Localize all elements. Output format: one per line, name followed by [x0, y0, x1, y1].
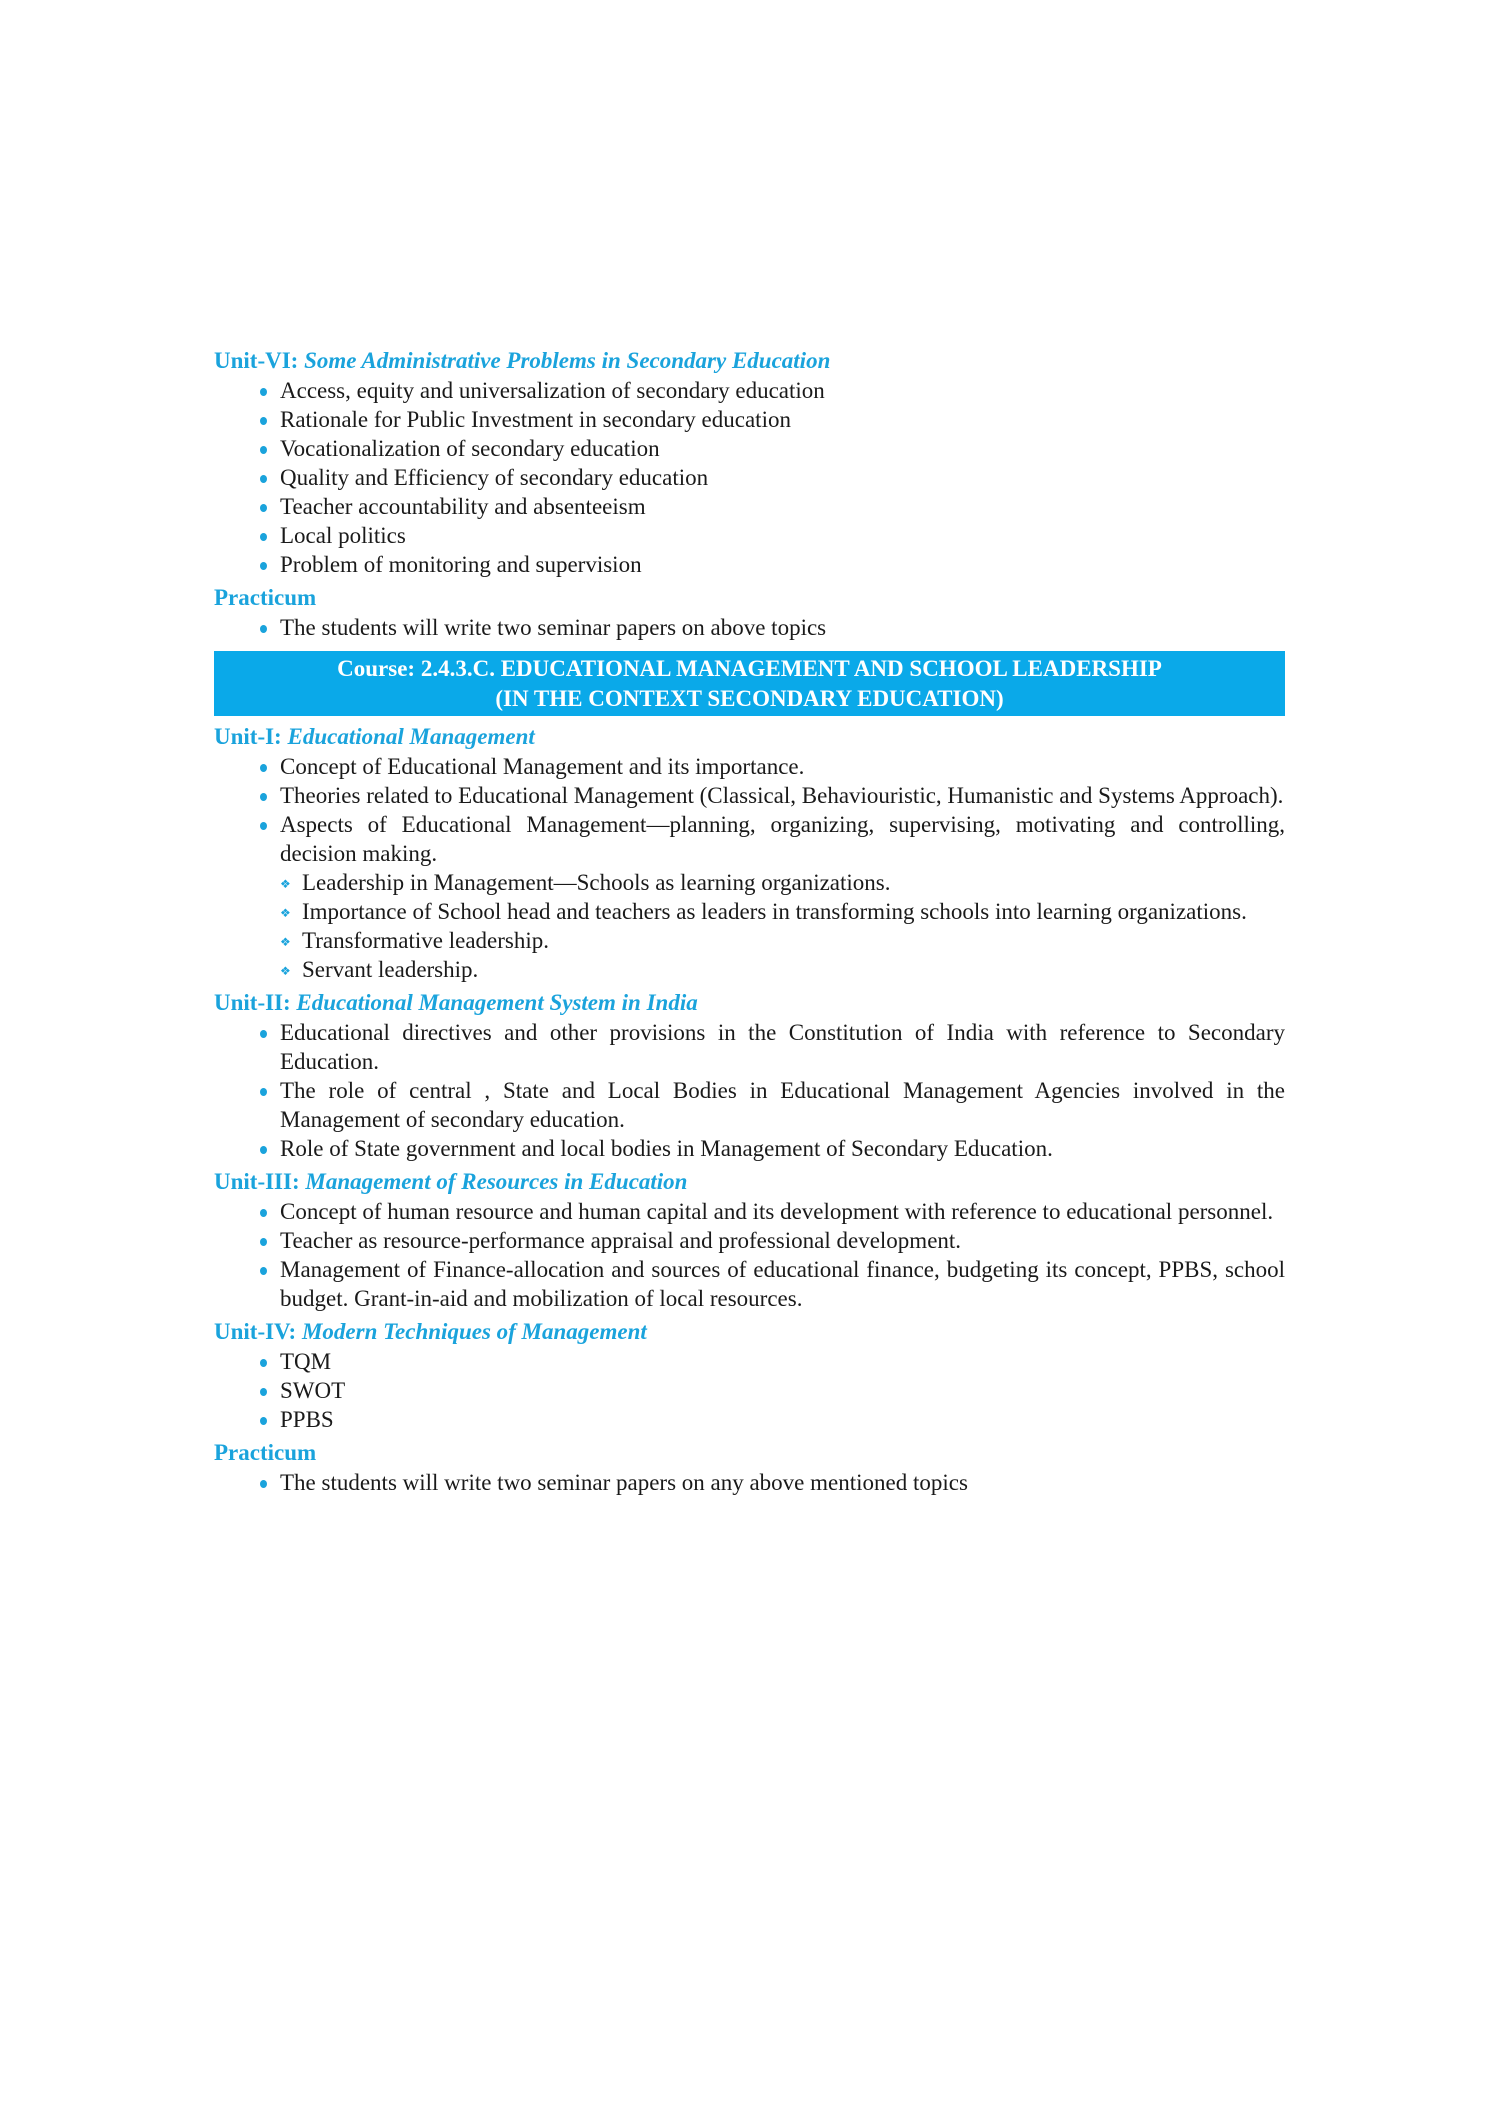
list-item: Theories related to Educational Management (Classical, Behaviouristic, Humanistic and Systems Approach).: [258, 781, 1285, 810]
sub-list-item: ❖ Importance of School head and teachers as leaders in transforming schools into learning organizations.: [280, 899, 1247, 924]
bullet-icon: [260, 417, 267, 425]
list-item: Teacher as resource-performance appraisal and professional development.: [258, 1226, 1285, 1255]
bullet-icon: [260, 1030, 267, 1038]
list-item: Teacher accountability and absenteeism: [258, 492, 1285, 521]
bullet-icon: [260, 625, 267, 633]
list-item: Quality and Efficiency of secondary education: [258, 463, 1285, 492]
bullet-icon: [260, 1417, 267, 1425]
course-title-line-1: Course: 2.4.3.C. EDUCATIONAL MANAGEMENT AND SCHOOL LEADERSHIP: [337, 656, 1162, 681]
diamond-bullet-icon: ❖: [280, 935, 291, 949]
list-item: Aspects of Educational Management—planning, organizing, supervising, motivating and controlling, decision making.: [258, 810, 1285, 868]
unit-ii-list: [214, 1018, 1285, 1163]
list-item: The role of central , State and Local Bodies in Educational Management Agencies involved in the Management of secondary education.: [258, 1076, 1285, 1134]
practicum-list: [214, 1468, 1285, 1497]
course-title-line-2: (IN THE CONTEXT SECONDARY EDUCATION): [495, 686, 1004, 711]
list-item: Educational directives and other provisions in the Constitution of India with reference to Secondary Education.: [258, 1018, 1285, 1076]
unit-title: Management of Resources in Education: [305, 1169, 688, 1194]
list-item: Management of Finance-allocation and sources of educational finance, budgeting its concept, PPBS, school budget. Grant-in-aid and mobilization of local resources.: [258, 1255, 1285, 1313]
unit-title: Some Administrative Problems in Secondary Education: [304, 348, 831, 373]
unit-label: Unit-IV:: [214, 1319, 297, 1344]
bullet-icon: [260, 533, 267, 541]
practicum-prev-list: [214, 613, 1285, 642]
bullet-icon: [260, 504, 267, 512]
unit-heading-iv: [214, 1317, 1285, 1347]
unit-heading-ii: [214, 988, 1285, 1018]
bullet-icon: [260, 1267, 267, 1275]
unit-label: Unit-II:: [214, 990, 291, 1015]
list-item: Rationale for Public Investment in secondary education: [258, 405, 1285, 434]
list-item: Access, equity and universalization of secondary education: [258, 376, 1285, 405]
unit-title: Educational Management: [287, 724, 535, 749]
unit-heading-i: [214, 722, 1285, 752]
unit-label: Unit-VI:: [214, 348, 299, 373]
list-item: Problem of monitoring and supervision: [258, 550, 1285, 579]
diamond-bullet-icon: ❖: [280, 964, 291, 978]
sub-list-item: ❖ Transformative leadership.: [280, 928, 549, 953]
sub-list-item: ❖ Leadership in Management—Schools as learning organizations.: [280, 870, 891, 895]
bullet-icon: [260, 1480, 267, 1488]
document-page: [214, 346, 1285, 1497]
unit-title: Modern Techniques of Management: [301, 1319, 647, 1344]
bullet-icon: [260, 1209, 267, 1217]
diamond-bullet-icon: ❖: [280, 906, 291, 920]
list-item: Role of State government and local bodies in Management of Secondary Education.: [258, 1134, 1285, 1163]
bullet-icon: [260, 1146, 267, 1154]
bullet-icon: [260, 1088, 267, 1096]
bullet-icon: [260, 388, 267, 396]
unit-label: Unit-III:: [214, 1169, 300, 1194]
bullet-icon: [260, 446, 267, 454]
unit-title: Educational Management System in India: [296, 990, 698, 1015]
bullet-icon: [260, 1238, 267, 1246]
unit-i-sublist: [214, 868, 1285, 984]
list-item: The students will write two seminar papers on above topics: [258, 613, 1285, 642]
bullet-icon: [260, 562, 267, 570]
unit-heading-vi: [214, 346, 1285, 376]
practicum-heading: Practicum: [214, 1440, 317, 1465]
unit-heading-iii: [214, 1167, 1285, 1197]
bullet-icon: [260, 764, 267, 772]
diamond-bullet-icon: ❖: [280, 877, 291, 891]
unit-i-list: [214, 752, 1285, 868]
unit-vi-list: [214, 376, 1285, 579]
list-item: Concept of Educational Management and its importance.: [258, 752, 1285, 781]
course-title-banner: [214, 651, 1285, 716]
list-item: TQM: [258, 1347, 1285, 1376]
list-item: Local politics: [258, 521, 1285, 550]
unit-iv-list: [214, 1347, 1285, 1434]
bullet-icon: [260, 822, 267, 830]
bullet-icon: [260, 1388, 267, 1396]
bullet-icon: [260, 1359, 267, 1367]
sub-list-item: ❖ Servant leadership.: [280, 957, 479, 982]
bullet-icon: [260, 793, 267, 801]
list-item: Concept of human resource and human capital and its development with reference to educational personnel.: [258, 1197, 1285, 1226]
list-item: SWOT: [258, 1376, 1285, 1405]
bullet-icon: [260, 475, 267, 483]
practicum-heading-prev: Practicum: [214, 585, 317, 610]
unit-label: Unit-I:: [214, 724, 282, 749]
list-item: The students will write two seminar papers on any above mentioned topics: [258, 1468, 1285, 1497]
list-item: Vocationalization of secondary education: [258, 434, 1285, 463]
list-item: PPBS: [258, 1405, 1285, 1434]
unit-iii-list: [214, 1197, 1285, 1313]
